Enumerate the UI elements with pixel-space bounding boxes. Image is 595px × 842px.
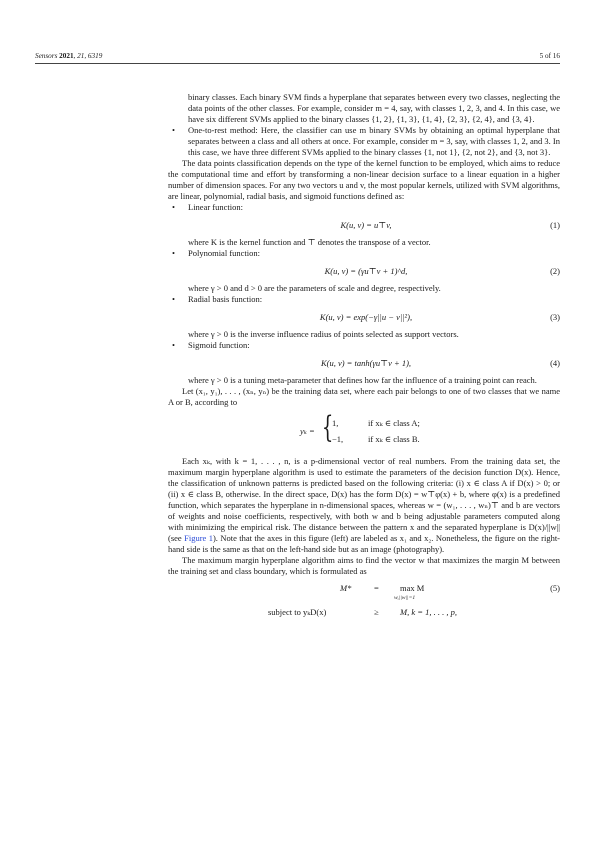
bullet-one-to-rest: • One-to-rest method: Here, the classifier can use m binary SVMs by obtaining an optimal hyperplane that separates between a class and all others at once. For example, consider m = 3, say, with classes 1, 2, and 3. In this case, we have three different SVMs applied to the binary classes {1, not 1}, {2, not 2}, and {3, not 3}. xyxy=(172,125,560,158)
equation-1 xyxy=(172,216,560,234)
equation-5-number: (5) xyxy=(550,583,560,593)
page-body xyxy=(168,92,561,633)
equation-4 xyxy=(172,354,560,372)
opt-lhs: M* xyxy=(340,583,352,593)
opt-subject-to: subject to yₖD(x) xyxy=(268,607,327,617)
text-after-eq2: where γ > 0 and d > 0 are the parameters of scale and degree, respectively. xyxy=(188,283,441,293)
running-header-citation xyxy=(35,52,102,60)
bullet-radial-basis: • Radial basis function: xyxy=(172,294,560,305)
equation-2-number: (2) xyxy=(550,266,560,276)
paragraph-decision-function-text: Each xₖ, with k = 1, . . . , n, is a p-dimensional vector of real numbers. From the training data set, the maximum margin hyperplane algorithm is used to estimate the parameters of the decision function D(x). Hence, the classification of unknown patterns is predicted based on the following criteria: (i) x ∈ class A if D(x) > 0; or (ii) x ∈ class B, otherwise. In the direct space, D(x) has the form D(x) = w⊤φ(x) + b, where φ(x) is a predefined function, which separates the hyperplane in n-dimensional spaces, whereas w = (w₁, . . . , wₙ)⊤ and b are vectors of weights and noise coefficients, respectively, with both w and b being adjustable parameters computed along with minimizing the empirical risk. The distance between the pattern x and the separated hyperplane is D(x)/||w|| (see xyxy=(168,456,560,543)
journal-citation: , 21, 6319 xyxy=(73,52,103,60)
cases-lhs: yₖ = xyxy=(300,426,315,436)
opt-constraint: M, k = 1, . . . , p, xyxy=(400,607,457,617)
journal-name: Sensors xyxy=(35,52,58,60)
opt-geq: ≥ xyxy=(374,607,379,617)
bullet-sigmoid: • Sigmoid function: xyxy=(172,340,560,351)
equation-3-number: (3) xyxy=(550,312,560,322)
cases-value-2: −1, xyxy=(332,434,344,444)
equation-4-number: (4) xyxy=(550,358,560,368)
cases-brace: { xyxy=(321,410,334,445)
text-after-eq4: where γ > 0 is a tuning meta-parameter that defines how far the influence of a training point can reach. xyxy=(188,375,537,385)
paragraph-training-set: Let (x₁, y₁), . . . , (xₙ, yₙ) be the training data set, where each pair belongs to one of two classes that we name A or B, according to xyxy=(168,386,560,407)
equation-2 xyxy=(172,262,560,280)
opt-subscript: w,||w||=1 xyxy=(394,595,416,601)
opt-max: max M xyxy=(400,583,425,593)
equation-2-expr: K(u, v) = (γu⊤v + 1)^d, xyxy=(324,266,408,276)
paragraph-max-margin: The maximum margin hyperplane algorithm aims to find the vector w that maximizes the margin M between the training set and class boundary, which is formulated as xyxy=(168,555,560,576)
page-number: 5 of 16 xyxy=(539,52,560,60)
text-after-eq3: where γ > 0 is the inverse influence radius of points selected as support vectors. xyxy=(188,329,459,339)
cases-condition-1: if xₖ ∈ class A; xyxy=(368,418,420,428)
header-rule xyxy=(35,63,560,64)
equation-3 xyxy=(172,308,560,326)
journal-year: 2021 xyxy=(59,52,74,60)
figure-1-link[interactable]: Figure 1 xyxy=(184,533,213,543)
text-after-eq1: where K is the kernel function and ⊤ denotes the transpose of a vector. xyxy=(188,237,431,247)
cases-condition-2: if xₖ ∈ class B. xyxy=(368,434,420,444)
opt-equals: = xyxy=(374,583,379,593)
equation-1-number: (1) xyxy=(550,220,560,230)
equation-class-labels xyxy=(172,412,560,452)
equation-5 xyxy=(172,583,560,627)
paragraph-decision-function-tail: ). Note that the axes in this figure (left) are labeled as x₁ and x₂. Nonetheless, the figure on the right-hand side is the same as that on the left-hand side but as an image (photography). xyxy=(168,533,561,554)
equation-4-expr: K(u, v) = tanh(γu⊤v + 1), xyxy=(320,358,412,368)
paragraph-decision-function xyxy=(168,456,560,555)
bullet-linear: • Linear function: xyxy=(172,202,560,213)
equation-3-expr: K(u, v) = exp(−γ||u − v||²), xyxy=(319,312,413,322)
equation-1-expr: K(u, v) = u⊤v, xyxy=(340,220,392,230)
bullet-polynomial: • Polynomial function: xyxy=(172,248,560,259)
paragraph-ovo-continued: binary classes. Each binary SVM finds a hyperplane that separates between every two classes, neglecting the data points of the other classes. For example, consider m = 4, say, with classes 1, 2, 3, and 4. In this case, we have six different SVMs applied to the binary classes {1, 2}, {1, 3}, {1, 4}, {2, 3}, {2, 4}, and {3, 4}. xyxy=(188,92,560,124)
paragraph-kernels: The data points classification depends on the type of the kernel function to be employed, which aims to reduce the computational time and effort by transforming a non-linear decision surface to a linear equation in a higher number of dimension spaces. For any two vectors u and v, the most popular kernels, utilized with SVM algorithms, are linear, polynomial, radial basis, and sigmoid functions defined as: xyxy=(168,158,560,201)
cases-value-1: 1, xyxy=(332,418,339,428)
